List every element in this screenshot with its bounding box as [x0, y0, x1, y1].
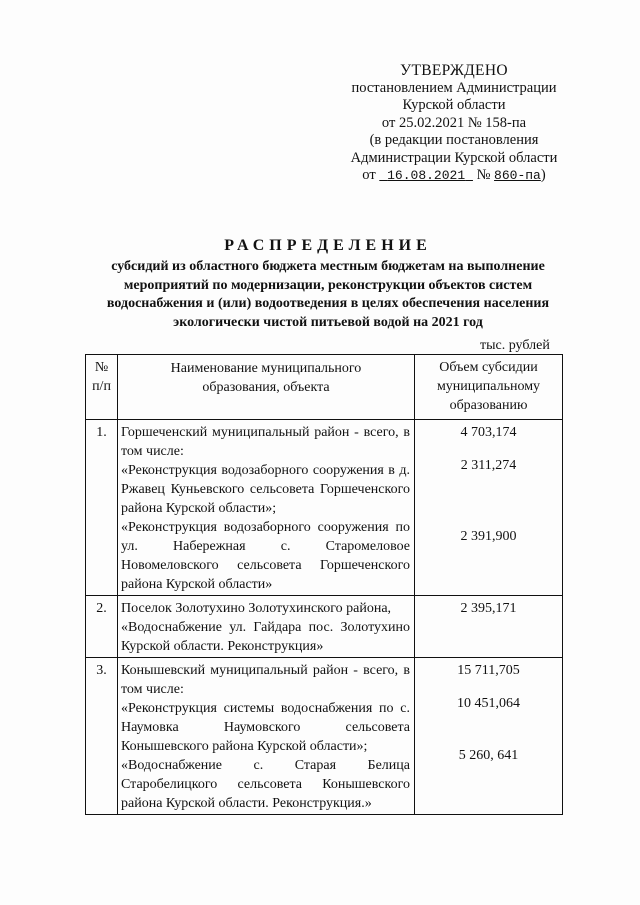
row-num: 3.: [86, 658, 118, 815]
amendment-date: 16.08.2021: [387, 168, 466, 183]
table-row: [86, 658, 563, 815]
municipality-amount: 4 703,174: [460, 425, 517, 440]
row-num: 2.: [86, 596, 118, 658]
unit-label: тыс. рублей: [480, 338, 550, 353]
approval-title: УТВЕРЖДЕНО: [400, 62, 508, 79]
table-row: [86, 420, 563, 596]
object-name: «Водоснабжение с. Старая Белица Старобелицкого сельсовета Конышевского района Курской области. Реконструкция.»: [121, 758, 410, 811]
object-amount: 10 451,064: [457, 696, 520, 711]
approval-line-2: Курской области: [402, 97, 506, 113]
document-title: РАСПРЕДЕЛЕНИЕ: [224, 237, 432, 254]
date-prefix: от: [362, 167, 376, 183]
row-amounts: [415, 658, 563, 815]
municipality-name: Поселок Золотухино Золотухинского района,: [121, 601, 392, 616]
header-name: Наименование муниципального образования, объекта: [118, 355, 415, 420]
object-amount: 5 260, 641: [458, 748, 519, 763]
object-name: «Реконструкция водозаборного сооружения в д. Ржавец Куньевского сельсовета Горшеченского района Курской области»;: [121, 463, 410, 516]
amendment-number: 860-па: [494, 168, 541, 183]
approval-line-4: (в редакции постановления: [369, 132, 539, 148]
approval-stamp: [330, 62, 578, 185]
table-row: [86, 596, 563, 658]
row-name: [118, 420, 415, 596]
table-header-row: [86, 355, 563, 420]
header-num: № п/п: [86, 355, 118, 420]
municipality-amount: 2 395,171: [460, 601, 517, 616]
municipality-name: Горшеченский муниципальный район - всего, в том числе:: [121, 425, 410, 459]
object-name: «Реконструкция водозаборного сооружения по ул. Набережная с. Старомеловое Новомеловского сельсовета Горшеченского района Курской области»: [121, 520, 410, 592]
closing-paren: ): [540, 167, 546, 183]
approval-line-1: постановлением Администрации: [351, 79, 557, 96]
amendment-date-line: [330, 167, 578, 185]
municipality-name: Конышевский муниципальный район - всего, в том числе:: [121, 663, 410, 697]
object-name: «Реконструкция системы водоснабжения по с. Наумовка Наумовского сельсовета Конышевского района Курской области»;: [121, 701, 410, 754]
object-name: «Водоснабжение ул. Гайдара пос. Золотухино Курской области. Реконструкция»: [121, 620, 410, 654]
approval-line-5: Администрации Курской области: [350, 149, 558, 166]
row-name: [118, 596, 415, 658]
row-amounts: [415, 420, 563, 596]
approval-line-3: от 25.02.2021 № 158-па: [381, 114, 527, 131]
number-prefix: №: [476, 167, 491, 183]
row-amounts: [415, 596, 563, 658]
municipality-amount: 15 711,705: [457, 663, 520, 678]
distribution-table: [85, 354, 563, 815]
document-subtitle: субсидий из областного бюджета местным бюджетам на выполнение мероприятий по модернизации, реконструкции объектов систем водоснабжения и (или) водоотведения в целях обеспечения населения экологически чистой питьевой водой на 2021 год: [106, 259, 550, 330]
row-name: [118, 658, 415, 815]
object-amount: 2 311,274: [460, 458, 517, 473]
header-amount: Объем субсидии муниципальному образованию: [415, 355, 563, 420]
document-heading: [88, 236, 568, 332]
row-num: 1.: [86, 420, 118, 596]
object-amount: 2 391,900: [460, 529, 517, 544]
